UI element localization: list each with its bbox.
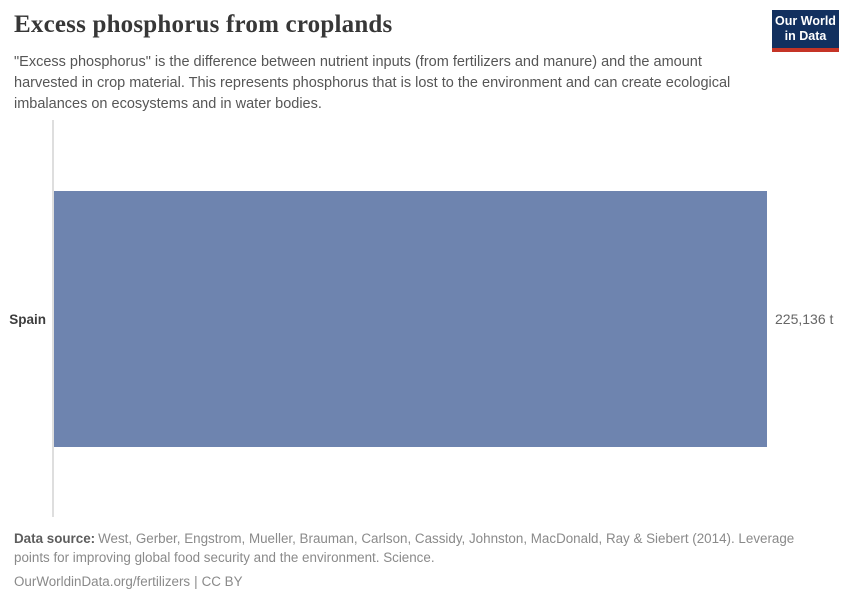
bar-label-spain: Spain — [9, 311, 46, 327]
data-source — [14, 530, 814, 567]
footer-link-line — [14, 573, 814, 592]
logo-line-2: in Data — [784, 29, 827, 44]
owid-url-link[interactable]: OurWorldinData.org/fertilizers — [14, 574, 191, 589]
license-link[interactable]: CC BY — [201, 574, 243, 589]
footer — [14, 530, 814, 592]
data-source-label: Data source: — [14, 531, 96, 546]
bar-spain[interactable] — [54, 191, 767, 447]
data-source-text: West, Gerber, Engstrom, Mueller, Brauman, Carlson, Cassidy, Johnston, MacDonald, Ray & Siebert (2014). Leverage points for improving global food security and the environment. Science. — [14, 531, 795, 565]
chart-title: Excess phosphorus from croplands — [14, 11, 393, 38]
chart-subtitle: "Excess phosphorus" is the difference between nutrient inputs (from fertilizers and manure) and the amount harvested in crop material. This represents phosphorus that is lost to the environment and can create ecological imbalances on ecosystems and in water bodies. — [14, 54, 731, 112]
logo-line-1: Our World — [775, 14, 836, 28]
bar-row — [54, 191, 833, 447]
footer-separator: | — [194, 574, 198, 589]
bar-value-label: 225,136 t — [775, 311, 834, 327]
